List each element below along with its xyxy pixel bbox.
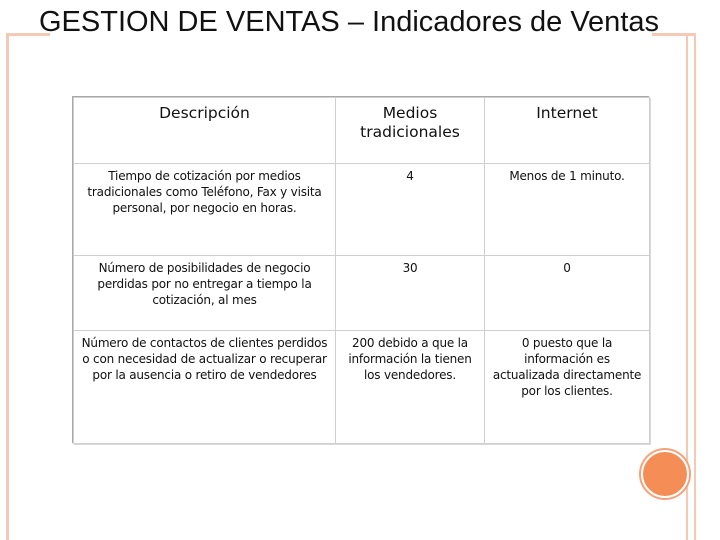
table-row bbox=[74, 256, 650, 331]
cell-internet: Menos de 1 minuto. bbox=[485, 164, 650, 256]
frame-left-line bbox=[6, 33, 9, 540]
table-row bbox=[74, 164, 650, 256]
decorative-circle bbox=[641, 450, 689, 498]
cell-traditional: 200 debido a que la información la tienen los vendedores. bbox=[336, 331, 485, 444]
header-internet: Internet bbox=[485, 98, 650, 164]
table-header-row bbox=[74, 98, 650, 164]
cell-internet: 0 bbox=[485, 256, 650, 331]
header-medios-tradicionales: Medios tradicionales bbox=[336, 98, 485, 164]
cell-internet: 0 puesto que la información es actualizada directamente por los clientes. bbox=[485, 331, 650, 444]
slide-title: GESTION DE VENTAS – Indicadores de Ventas bbox=[38, 6, 660, 38]
header-descripcion: Descripción bbox=[74, 98, 336, 164]
cell-description: Número de contactos de clientes perdidos o con necesidad de actualizar o recuperar por la ausencia o retiro de vendedores bbox=[74, 331, 336, 444]
table-row bbox=[74, 331, 650, 444]
cell-description: Tiempo de cotización por medios tradicionales como Teléfono, Fax y visita personal, por negocio en horas. bbox=[74, 164, 336, 256]
frame-right-line-outer bbox=[694, 33, 696, 540]
indicators-table bbox=[72, 96, 649, 443]
cell-traditional: 4 bbox=[336, 164, 485, 256]
cell-description: Número de posibilidades de negocio perdidas por no entregar a tiempo la cotización, al mes bbox=[74, 256, 336, 331]
cell-traditional: 30 bbox=[336, 256, 485, 331]
